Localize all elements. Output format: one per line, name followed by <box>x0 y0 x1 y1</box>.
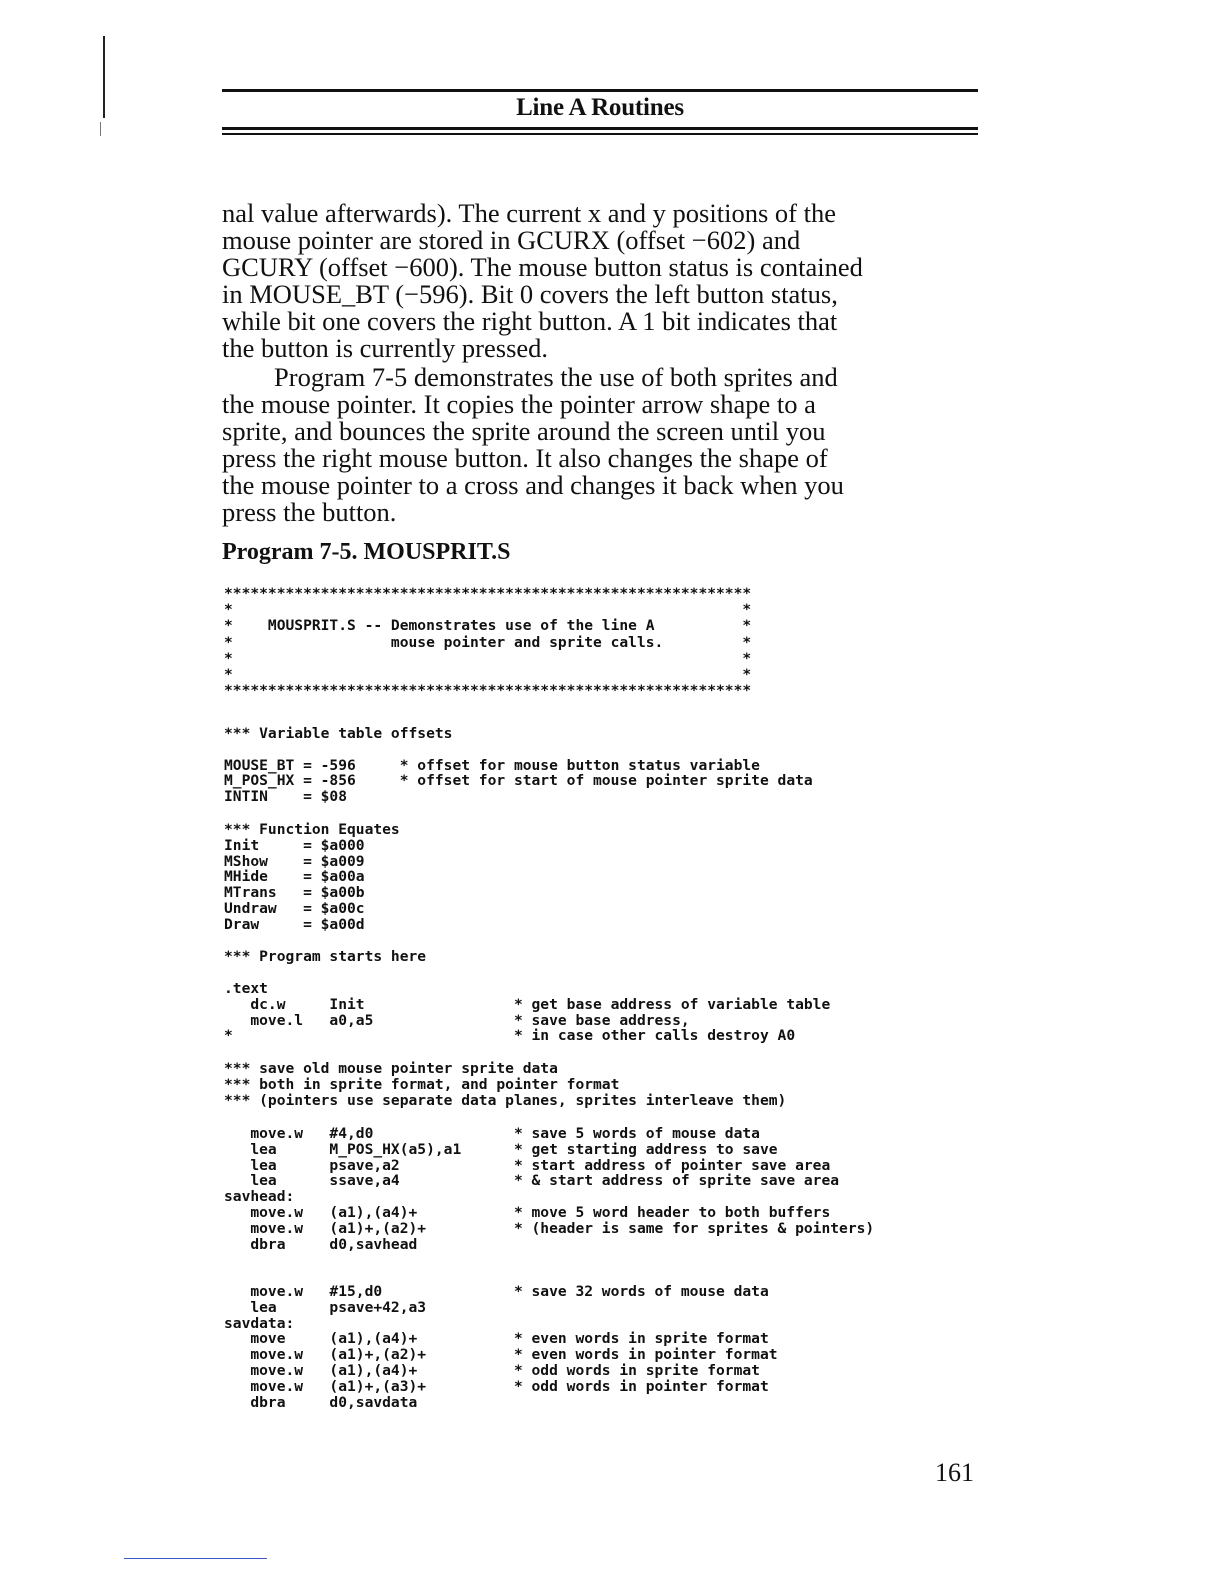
text-line: press the button. <box>222 497 397 527</box>
code-function-equates: *** Function Equates Init = $a000 MShow = $a009 MHide = $a00a MTrans = $a00b Undraw = $a00c Draw = $a00d <box>224 821 400 933</box>
program-title: Program 7-5. MOUSPRIT.S <box>222 539 511 565</box>
code-program-start: *** Program starts here <box>224 948 427 965</box>
code-comment-box: ************************************************************ * * * MOUSPRIT.S -- Demonstrates use of the line A * * mouse pointer and sprite calls. * * * * * ************************************************************ <box>224 585 752 700</box>
code-save-comments: *** save old mouse pointer sprite data *** both in sprite format, and pointer format *** (pointers use separate data planes, sprites interleave them) <box>224 1060 787 1109</box>
header-rule-bottom-thin <box>222 133 978 135</box>
code-savdata-block: move.w #15,d0 * save 32 words of mouse data lea psave+42,a3 savdata: move (a1),(a4)+ * even words in sprite format move.w (a1)+,(a2)+ * even words in pointer format move.w (a1),(a4)+ * odd words in sprite format move.w (a1)+,(a3)+ * odd words in pointer format dbra d0,savdata <box>224 1283 778 1411</box>
text-line: the mouse pointer. It copies the pointer arrow shape to a <box>222 389 816 419</box>
text-line: mouse pointer are stored in GCURX (offset −602) and <box>222 225 801 255</box>
code-variable-offsets: *** Variable table offsets MOUSE_BT = -596 * offset for mouse button status variable M_POS_HX = -856 * offset for start of mouse pointer sprite data INTIN = $08 <box>224 725 813 806</box>
text-line: the button is currently pressed. <box>222 333 549 363</box>
text-line: press the right mouse button. It also changes the shape of <box>222 443 828 473</box>
code-text-section: .text dc.w Init * get base address of variable table move.l a0,a5 * save base address, * * in case other calls destroy A0 <box>224 980 831 1045</box>
page-number: 161 <box>935 1458 974 1487</box>
text-line: while bit one covers the right button. A 1 bit indicates that <box>222 306 838 336</box>
header-rule-bottom <box>222 127 978 130</box>
paragraph-1 <box>222 200 982 362</box>
text-line: nal value afterwards). The current x and y positions of the <box>222 198 836 228</box>
text-line: the mouse pointer to a cross and changes it back when you <box>222 470 844 500</box>
footer-link-line <box>124 1558 267 1559</box>
text-line: GCURY (offset −600). The mouse button status is contained <box>222 252 863 282</box>
code-savhead-block: move.w #4,d0 * save 5 words of mouse data lea M_POS_HX(a5),a1 * get starting address to save lea psave,a2 * start address of pointer save area lea ssave,a4 * & start address of sprite save area savhead: move.w (a1),(a4)+ * move 5 word header to both buffers move.w (a1)+,(a2)+ * (header is same for sprites & pointers) dbra d0,savhead <box>224 1125 875 1253</box>
paragraph-2 <box>222 364 982 526</box>
margin-tick <box>100 122 101 136</box>
text-line: Program 7-5 demonstrates the use of both sprites and <box>274 362 838 392</box>
header-rule-top <box>222 89 978 92</box>
text-line: sprite, and bounces the sprite around the screen until you <box>222 416 826 446</box>
running-header: Line A Routines <box>516 94 684 121</box>
margin-bar <box>103 36 105 118</box>
text-line: in MOUSE_BT (−596). Bit 0 covers the left button status, <box>222 279 838 309</box>
